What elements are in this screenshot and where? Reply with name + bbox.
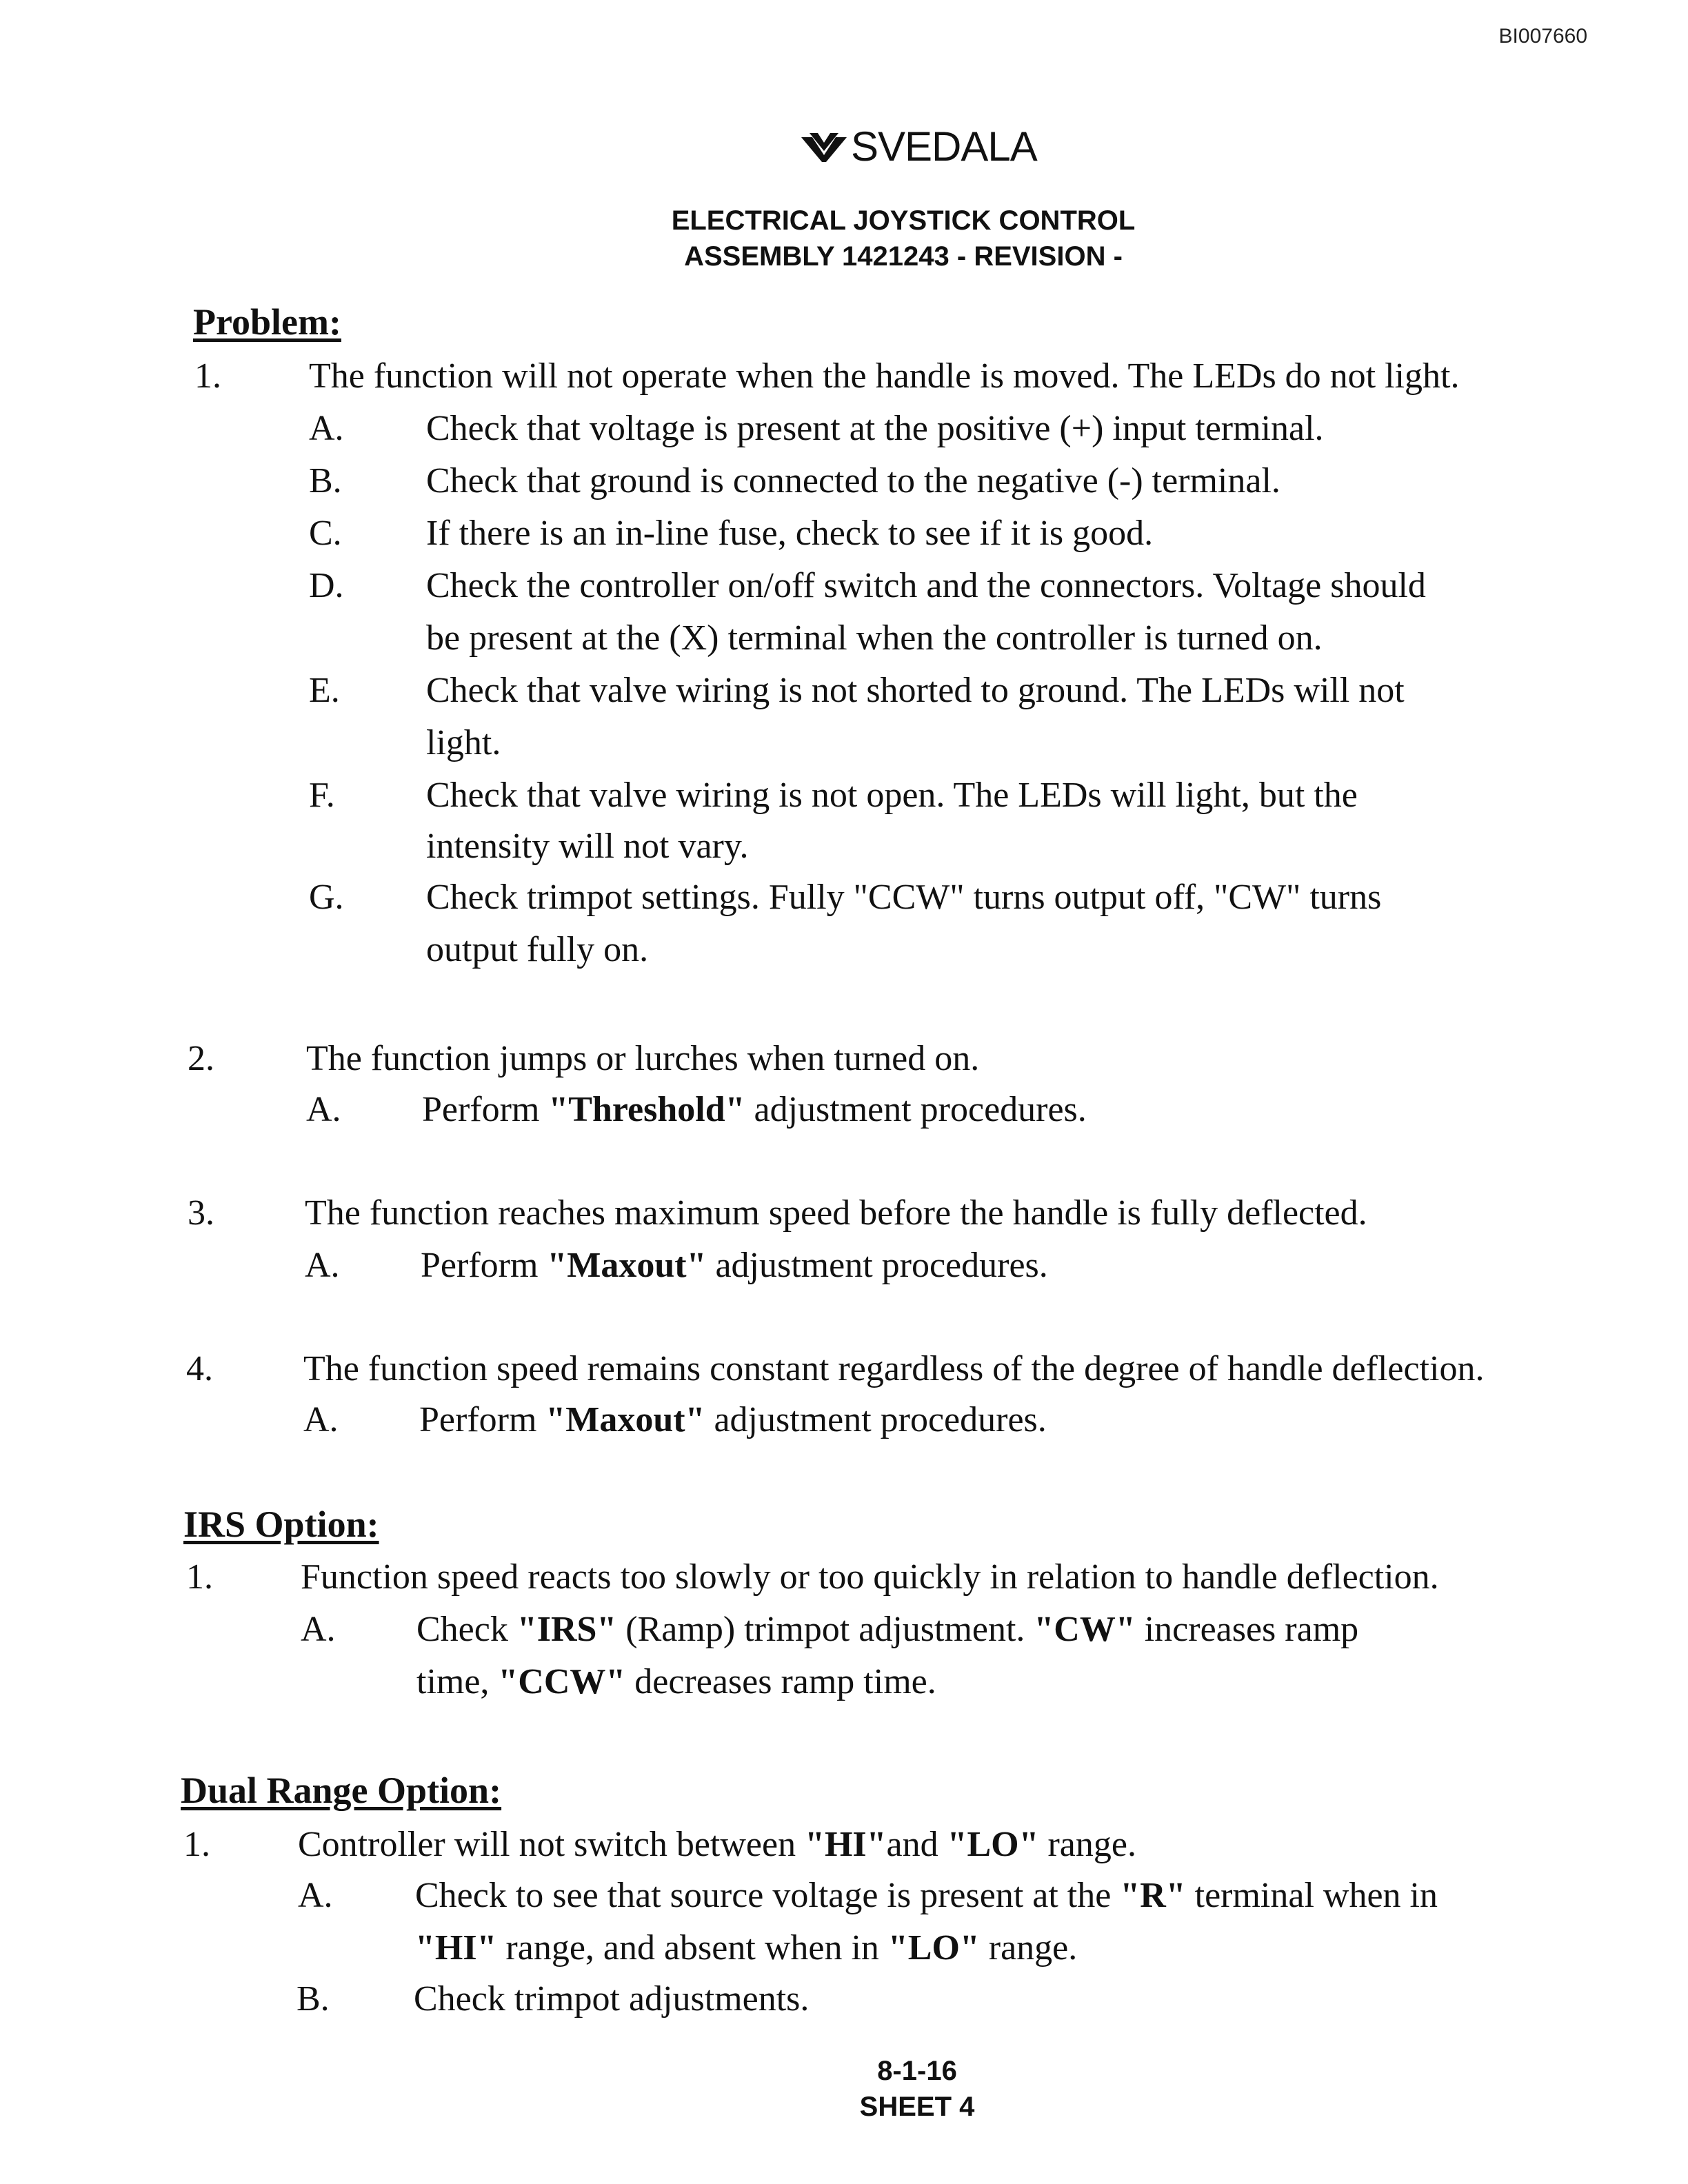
sub-text: Check that ground is connected to the negative (-) terminal. (426, 461, 1280, 501)
item-number: 3. (188, 1193, 214, 1233)
sub-text: If there is an in-line fuse, check to see if it is good. (426, 514, 1154, 553)
item-text: Function speed reacts too slowly or too quickly in relation to handle deflection. (301, 1557, 1439, 1597)
item-number: 1. (194, 356, 221, 396)
header-assembly: ASSEMBLY 1421243 - REVISION - (684, 241, 1123, 272)
sub-text: Perform "Maxout" adjustment procedures. (421, 1246, 1048, 1285)
logo-wordmark: SVEDALA (851, 123, 1037, 170)
svedala-logo-icon (800, 130, 848, 163)
sub-letter: E. (309, 671, 340, 710)
item-number: 4. (186, 1349, 213, 1388)
sub-text-continued: "HI" range, and absent when in "LO" range. (415, 1928, 1078, 1968)
sub-letter: F. (309, 776, 335, 815)
item-number: 1. (183, 1825, 210, 1864)
document-id: BI007660 (1498, 25, 1587, 48)
sub-text-continued: be present at the (X) terminal when the controller is turned on. (426, 618, 1323, 658)
sub-letter: A. (298, 1876, 333, 1915)
section-dual-range-title: Dual Range Option: (181, 1770, 502, 1811)
sub-text: Check the controller on/off switch and the connectors. Voltage should (426, 566, 1426, 605)
sub-letter: A. (303, 1400, 339, 1439)
sub-text-continued: time, "CCW" decreases ramp time. (416, 1662, 936, 1701)
item-number: 2. (188, 1039, 214, 1078)
sub-text-continued: output fully on. (426, 930, 649, 969)
sub-letter: A. (301, 1610, 336, 1649)
sub-text: Check trimpot adjustments. (414, 1979, 810, 2019)
item-text: The function speed remains constant regardless of the degree of handle deflection. (303, 1349, 1485, 1388)
sub-text: Check that valve wiring is not shorted to ground. The LEDs will not (426, 671, 1405, 710)
company-logo (800, 123, 1037, 170)
sub-text: Check "IRS" (Ramp) trimpot adjustment. "CW" increases ramp (416, 1610, 1359, 1649)
item-text: The function reaches maximum speed before the handle is fully deflected. (305, 1193, 1367, 1233)
document-header (0, 203, 1688, 274)
item-number: 1. (186, 1557, 213, 1597)
sub-text: Perform "Threshold" adjustment procedures. (422, 1090, 1087, 1129)
sub-letter: C. (309, 514, 342, 553)
sub-letter: A. (306, 1090, 341, 1129)
sub-letter: B. (309, 461, 342, 501)
sub-text-continued: intensity will not vary. (426, 827, 749, 866)
item-text: Controller will not switch between "HI"and "LO" range. (298, 1825, 1136, 1864)
sub-text: Check to see that source voltage is present at the "R" terminal when in (415, 1876, 1438, 1915)
footer-section-number: 8-1-16 (877, 2056, 957, 2086)
sub-letter: B. (297, 1979, 330, 2019)
page-footer (0, 2053, 1688, 2125)
section-problem-title: Problem: (193, 301, 341, 343)
sub-text: Check that valve wiring is not open. The LEDs will light, but the (426, 776, 1358, 815)
item-text: The function will not operate when the handle is moved. The LEDs do not light. (309, 356, 1460, 396)
sub-letter: D. (309, 566, 344, 605)
sub-text: Perform "Maxout" adjustment procedures. (419, 1400, 1047, 1439)
item-text: The function jumps or lurches when turned on. (306, 1039, 980, 1078)
sub-text-continued: light. (426, 723, 501, 762)
footer-sheet-number: SHEET 4 (859, 2092, 975, 2122)
section-irs-title: IRS Option: (183, 1504, 379, 1545)
sub-text: Check trimpot settings. Fully "CCW" turns output off, "CW" turns (426, 878, 1382, 917)
sub-text: Check that voltage is present at the positive (+) input terminal. (426, 409, 1324, 448)
sub-letter: A. (309, 409, 344, 448)
sub-letter: G. (309, 878, 344, 917)
header-title: ELECTRICAL JOYSTICK CONTROL (671, 205, 1136, 236)
sub-letter: A. (305, 1246, 340, 1285)
